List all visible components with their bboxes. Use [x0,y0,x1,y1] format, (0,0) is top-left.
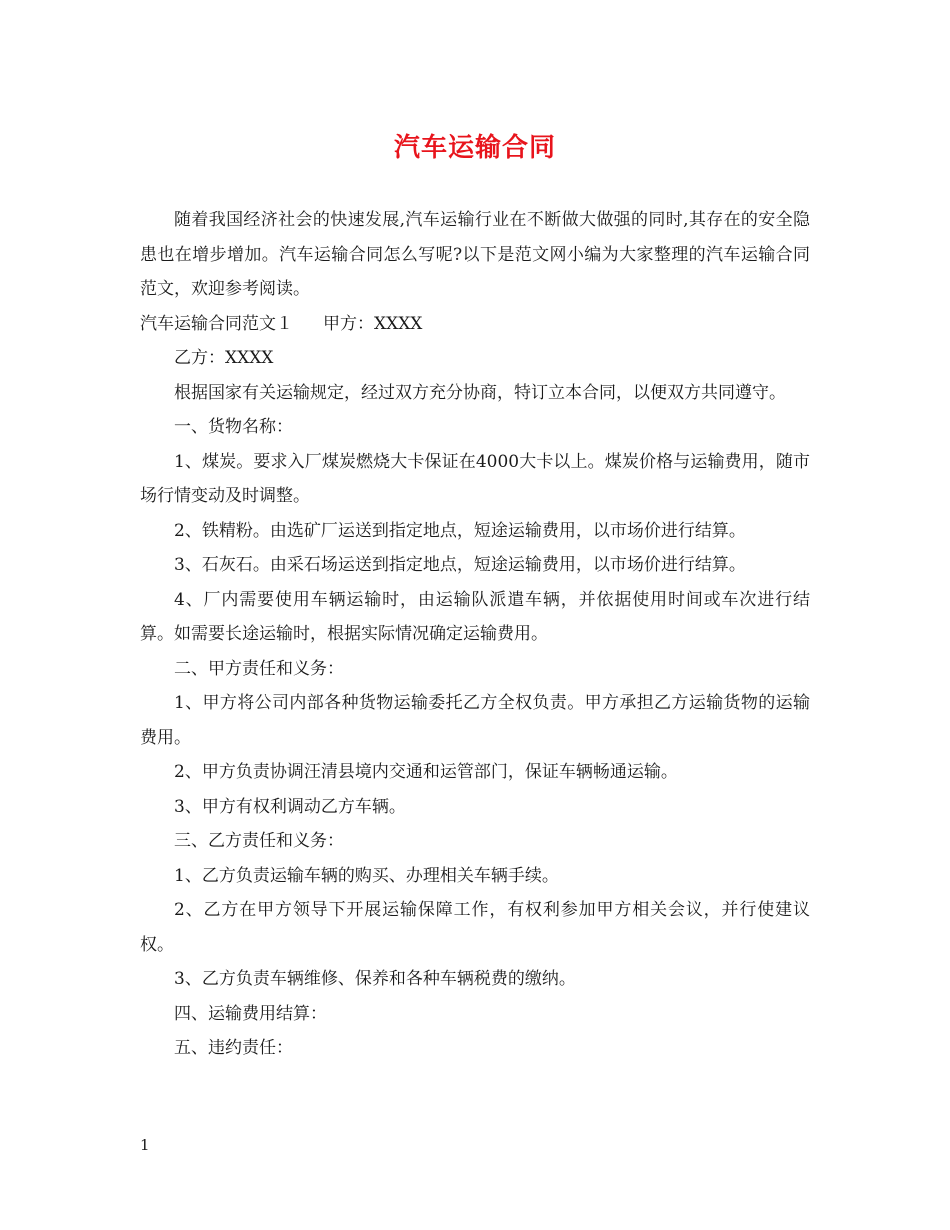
party-a-item-1: 1、甲方将公司内部各种货物运输委托乙方全权负责。甲方承担乙方运输货物的运输费用。 [140,693,810,748]
party-b-item-2: 2、乙方在甲方领导下开展运输保障工作，有权利参加甲方相关会议，并行使建议权。 [140,900,810,955]
section-heading-breach: 五、违约责任： [174,1038,293,1058]
section-heading-settlement: 四、运输费用结算： [174,1003,327,1024]
party-b: 乙方：XXXX [174,348,274,368]
goods-item-inplant: 4、厂内需要使用车辆运输时，由运输队派遣车辆，并依据使用时间或车次进行结算。如需要长途运输时，根据实际情况确定运输费用。 [140,589,810,644]
goods-item-coal: 1、煤炭。要求入厂煤炭燃烧大卡保证在4000大卡以上。煤炭价格与运输费用，随市场行情变动及时调整。 [140,451,810,506]
document-body [140,203,810,1066]
page-number: 1 [140,1136,150,1154]
party-b-item-1: 1、乙方负责运输车辆的购买、办理相关车辆手续。 [174,865,559,886]
party-b-item-3: 3、乙方负责车辆维修、保养和各种车辆税费的缴纳。 [174,969,576,989]
section-heading-party-a: 二、甲方责任和义务： [174,658,344,679]
document-title: 汽车运输合同 [393,133,556,163]
intro-paragraph: 随着我国经济社会的快速发展,汽车运输行业在不断做大做强的同时,其存在的安全隐患也在增步增加。汽车运输合同怎么写呢?以下是范文网小编为大家整理的汽车运输合同范文，欢迎参考阅读。 [140,210,810,299]
section-heading-goods: 一、货物名称： [174,417,293,437]
goods-item-iron: 2、铁精粉。由选矿厂运送到指定地点，短途运输费用，以市场价进行结算。 [174,520,746,541]
preamble-paragraph: 根据国家有关运输规定，经过双方充分协商，特订立本合同，以便双方共同遵守。 [174,382,786,403]
party-a-item-3: 3、甲方有权利调动乙方车辆。 [174,796,406,817]
sample-heading: 汽车运输合同范文１ [140,313,293,334]
section-heading-party-b: 三、乙方责任和义务： [174,831,344,851]
sample-heading-line [140,307,810,342]
party-a-item-2: 2、甲方负责协调汪清县境内交通和运管部门，保证车辆畅通运输。 [174,762,678,782]
party-a: 甲方：XXXX [323,313,423,334]
goods-item-limestone: 3、石灰石。由采石场运送到指定地点，短途运输费用，以市场价进行结算。 [174,555,746,575]
